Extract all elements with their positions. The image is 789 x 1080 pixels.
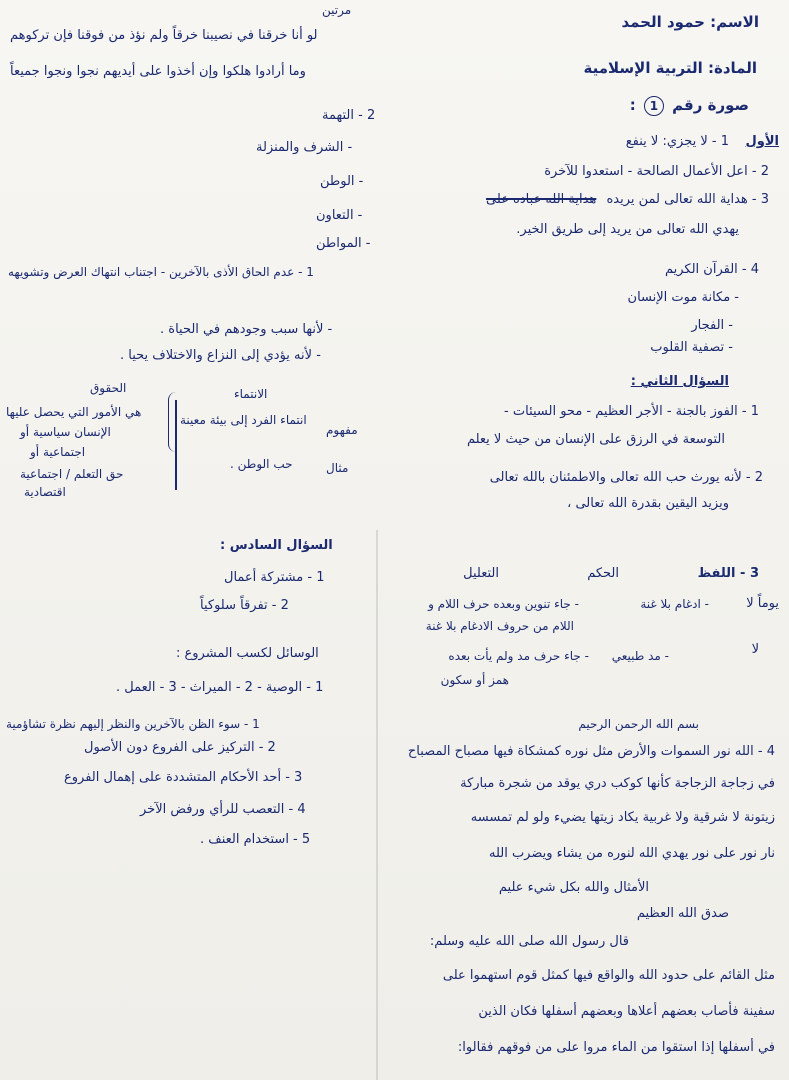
belonging-header: الانتماء: [234, 387, 268, 401]
final-item: 5 - استخدام العنف .: [200, 832, 311, 847]
hadith-line: مثل القائم على حدود الله والواقع فيها كمثل قوم استهموا على: [442, 968, 775, 983]
final-item: 4 - التعصب للرأي ورفض الآخر: [140, 802, 306, 817]
verse-closing: صدق الله العظيم: [636, 906, 729, 921]
verse-line: الأمثال والله بكل شيء عليم: [498, 880, 649, 895]
q1-item: يهدي الله تعالى من يريد إلى طريق الخير.: [516, 222, 739, 237]
answer-item: 1 - عدم الحاق الأذى بالآخرين - اجتناب انتهاك العرض وتشويهه: [8, 265, 314, 279]
hadith-line: في أسفلها إذا استقوا من الماء مروا على من فوقهم فقالوا:: [457, 1040, 775, 1055]
student-name: الاسم: حمود الحمد: [621, 13, 759, 31]
q1-item-3: [486, 192, 769, 208]
rights-definition: اجتماعية أو: [30, 445, 86, 459]
verse-line: زيتونة لا شرقية ولا غربية يكاد زيتها يضيء ولو لم تمسسه: [470, 810, 775, 825]
verse-line: في زجاجة الزجاجة كأنها كوكب دري يوقد من شجرة مباركة: [460, 776, 775, 791]
subject-line: المادة: التربية الإسلامية: [583, 59, 757, 77]
q1-item: 1 - لا يجزي: لا ينفع: [625, 134, 729, 149]
q1-item: 3 - هداية الله تعالى لمن يريده: [606, 192, 769, 207]
q3-row1-reason: - جاء تنوين وبعده حرف اللام و: [428, 597, 579, 611]
q6-heading: السؤال السادس :: [220, 538, 333, 553]
final-item: 1 - سوء الظن بالآخرين والنظر إليهم نظرة تشاؤمية: [6, 717, 260, 731]
belonging-definition: انتماء الفرد إلى بيئة معينة: [180, 413, 307, 427]
q1-heading: الأول: [745, 134, 779, 149]
belonging-example: حب الوطن .: [230, 457, 293, 471]
list-item: - الوطن: [320, 174, 364, 189]
q1-item: - الفجار: [691, 318, 733, 333]
final-item: 3 - أحد الأحكام المتشددة على إهمال الفروع: [64, 770, 303, 785]
form-number: 1: [644, 96, 664, 116]
q3-row2-reason-cont: همز أو سكون: [440, 673, 509, 687]
q3-row1-reason-cont: اللام من حروف الادغام بلا غنة: [425, 619, 574, 633]
rights-example: حق التعلم / اجتماعية: [20, 467, 124, 481]
verse-line: 4 - الله نور السموات والأرض مثل نوره كمشكاة فيها مصباح المصباح: [407, 744, 775, 759]
hadith-intro: قال رسول الله صلى الله عليه وسلم:: [429, 934, 629, 949]
column-divider: [376, 530, 378, 1080]
q3-word-label: 3 - اللفظ: [697, 566, 759, 581]
means-line: 1 - الوصية - 2 - الميراث - 3 - العمل .: [116, 680, 324, 695]
struck-text: هداية الله عباده على: [486, 192, 597, 207]
q3-row1-word: يوماً لا: [746, 596, 779, 611]
means-heading: الوسائل لكسب المشروع :: [176, 646, 319, 661]
rights-example: اقتصادية: [24, 485, 66, 499]
form-label: صورة رقم: [672, 96, 749, 114]
q1-item: - مكانة موت الإنسان: [627, 290, 739, 305]
q1-item: - تصفية القلوب: [650, 340, 733, 355]
example-label: مثال: [326, 461, 349, 475]
q2-item: 2 - لأنه يورث حب الله تعالى والاطمئنان بالله تعالى: [489, 470, 763, 485]
q3-row2-word: لا: [751, 642, 759, 657]
q-heading-2: 2 - التهمة: [322, 108, 376, 123]
q1-item: 2 - اعل الأعمال الصالحة - استعدوا للآخرة: [544, 164, 769, 179]
q3-row2-reason: - جاء حرف مد ولم يأت بعده: [448, 649, 589, 663]
rights-definition: الإنسان سياسية أو: [20, 425, 111, 439]
hadith-line: سفينة فأصاب بعضهم أعلاها وبعضهم أسفلها فكان الذين: [478, 1004, 775, 1019]
top-line: لو أنا خرقنا في نصيبنا خرقاً ولم نؤذ من فوقنا فإن تركوهم: [10, 28, 318, 43]
q3-row2-ruling: - مد طبيعي: [611, 649, 669, 663]
top-label: مرتين: [322, 3, 352, 17]
list-item: - المواطن: [316, 236, 371, 251]
concept-label: مفهوم: [326, 423, 358, 437]
table-brace: [168, 392, 179, 452]
q3-reason-label: التعليل: [463, 566, 499, 581]
verse-line: نار نور على نور يهدي الله لنوره من يشاء ويضرب الله: [488, 846, 775, 861]
form-line: صورة رقم 1 :: [629, 96, 749, 114]
q6-item: 1 - مشتركة أعمال: [224, 570, 325, 585]
q3-row1-ruling: - ادغام بلا غنة: [640, 597, 709, 611]
top-line: وما أرادوا هلكوا وإن أخذوا على أيديهم نجوا ونجوا جميعاً: [10, 64, 306, 79]
table-divider: [175, 400, 177, 490]
basmala: بسم الله الرحمن الرحيم: [578, 717, 699, 731]
rights-header: الحقوق: [90, 381, 127, 395]
answer-item: - لأنها سبب وجودهم في الحياة .: [160, 322, 333, 337]
q2-item: التوسعة في الرزق على الإنسان من حيث لا يعلم: [466, 432, 725, 447]
final-item: 2 - التركيز على الفروع دون الأصول: [84, 740, 276, 755]
rights-definition: هي الأمور التي يحصل عليها: [6, 405, 142, 419]
q2-item: ويزيد اليقين بقدرة الله تعالى ،: [567, 496, 729, 511]
q2-heading: السؤال الثاني :: [630, 374, 729, 389]
q3-ruling-label: الحكم: [587, 566, 619, 581]
q6-item: 2 - تفرقاً سلوكياً: [200, 598, 289, 613]
list-item: - التعاون: [316, 208, 363, 223]
q1-item: 4 - القرآن الكريم: [664, 262, 759, 277]
list-item: - الشرف والمنزلة: [256, 140, 353, 155]
q2-item: 1 - الفوز بالجنة - الأجر العظيم - محو السيئات -: [504, 404, 759, 419]
answer-item: - لأنه يؤدي إلى النزاع والاختلاف يحيا .: [120, 348, 321, 363]
